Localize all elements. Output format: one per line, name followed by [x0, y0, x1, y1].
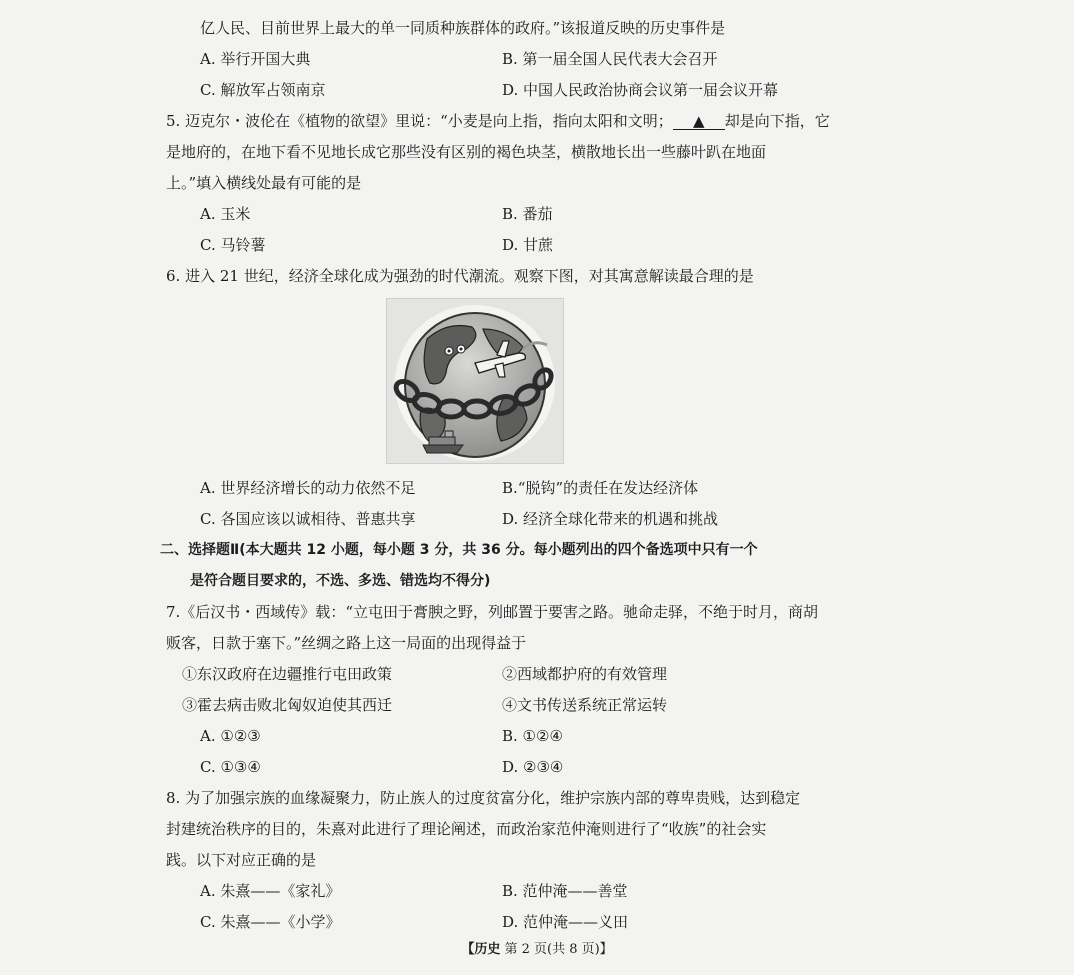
q7-option-b[interactable]: B. ①②④	[502, 727, 563, 745]
q8-line-3: 践。以下对应正确的是	[166, 851, 317, 869]
q8-option-c[interactable]: C. 朱熹——《小学》	[200, 913, 341, 931]
q6-option-d[interactable]: D. 经济全球化带来的机遇和挑战	[502, 510, 719, 528]
q6-option-a[interactable]: A. 世界经济增长的动力依然不足	[200, 479, 416, 497]
q5-option-a[interactable]: A. 玉米	[200, 205, 251, 223]
q5-line-3: 上。”填入横线处最有可能的是	[166, 174, 362, 192]
section-2-heading-line-2: 是符合题目要求的，不选、多选、错选均不得分)	[190, 573, 491, 589]
q8-option-b[interactable]: B. 范仲淹——善堂	[502, 882, 628, 900]
q4-stem-line: 亿人民、目前世界上最大的单一同质种族群体的政府。”该报道反映的历史事件是	[200, 19, 726, 37]
q4-option-a[interactable]: A. 举行开国大典	[200, 50, 311, 68]
globalization-cartoon	[386, 298, 564, 464]
q8-option-a[interactable]: A. 朱熹——《家礼》	[200, 882, 341, 900]
page-footer	[0, 941, 1074, 959]
q8-line-1: 8. 为了加强宗族的血缘凝聚力，防止族人的过度贫富分化，维护宗族内部的尊卑贵贱，达到稳定	[166, 789, 801, 807]
triangle-marker: ▲	[692, 112, 705, 130]
footer-subject: 【历史	[461, 942, 501, 957]
q7-option-c[interactable]: C. ①③④	[200, 758, 261, 776]
q7-item-1: ①东汉政府在边疆推行屯田政策	[182, 665, 393, 683]
q7-item-3: ③霍去病击败北匈奴迫使其西迁	[182, 696, 393, 714]
q5-option-b[interactable]: B. 番茄	[502, 205, 553, 223]
q7-item-2: ②西域都护府的有效管理	[502, 665, 668, 683]
q4-option-d[interactable]: D. 中国人民政治协商会议第一届会议开幕	[502, 81, 779, 99]
q6-line-1: 6. 进入 21 世纪，经济全球化成为强劲的时代潮流。观察下图，对其寓意解读最合理的是	[166, 267, 754, 285]
section-2-heading: 二、选择题Ⅱ(本大题共 12 小题，每小题 3 分，共 36 分。每小题列出的四个备选项中只有一个	[160, 542, 758, 558]
q6-option-c[interactable]: C. 各国应该以诚相待、普惠共享	[200, 510, 416, 528]
q7-line-2: 贩客，日款于塞下。”丝绸之路上这一局面的出现得益于	[166, 634, 527, 652]
q5-line-2: 是地府的，在地下看不见地长成它那些没有区别的褐色块茎，横散地长出一些藤叶趴在地面	[166, 143, 767, 161]
cartoon-svg	[387, 299, 563, 463]
q5-line-1-start: 5. 迈克尔・波伦在《植物的欲望》里说：“小麦是向上指，指向太阳和文明；	[166, 112, 673, 130]
q5-line-1-end: 却是向下指，它	[724, 112, 830, 130]
q7-option-d[interactable]: D. ②③④	[502, 758, 564, 776]
q5-option-d[interactable]: D. 甘蔗	[502, 236, 554, 254]
q8-line-2: 封建统治秩序的目的，朱熹对此进行了理论阐述，而政治家范仲淹则进行了“收族”的社会实	[166, 820, 767, 838]
q4-option-b[interactable]: B. 第一届全国人民代表大会召开	[502, 50, 718, 68]
q5-line-1	[166, 111, 830, 131]
q5-option-c[interactable]: C. 马铃薯	[200, 236, 266, 254]
q6-option-b[interactable]: B.“脱钩”的责任在发达经济体	[502, 479, 699, 497]
q7-line-1: 7.《后汉书・西域传》载：“立屯田于膏腴之野，列邮置于要害之路。驰命走驿，不绝于时月，商胡	[166, 603, 818, 621]
q4-option-c[interactable]: C. 解放军占领南京	[200, 81, 326, 99]
q8-option-d[interactable]: D. 范仲淹——义田	[502, 913, 629, 931]
q7-item-4: ④文书传送系统正常运转	[502, 696, 668, 714]
footer-page-number: 第 2 页(共 8 页)】	[504, 942, 613, 957]
q7-option-a[interactable]: A. ①②③	[200, 727, 261, 745]
answer-blank	[673, 113, 725, 130]
